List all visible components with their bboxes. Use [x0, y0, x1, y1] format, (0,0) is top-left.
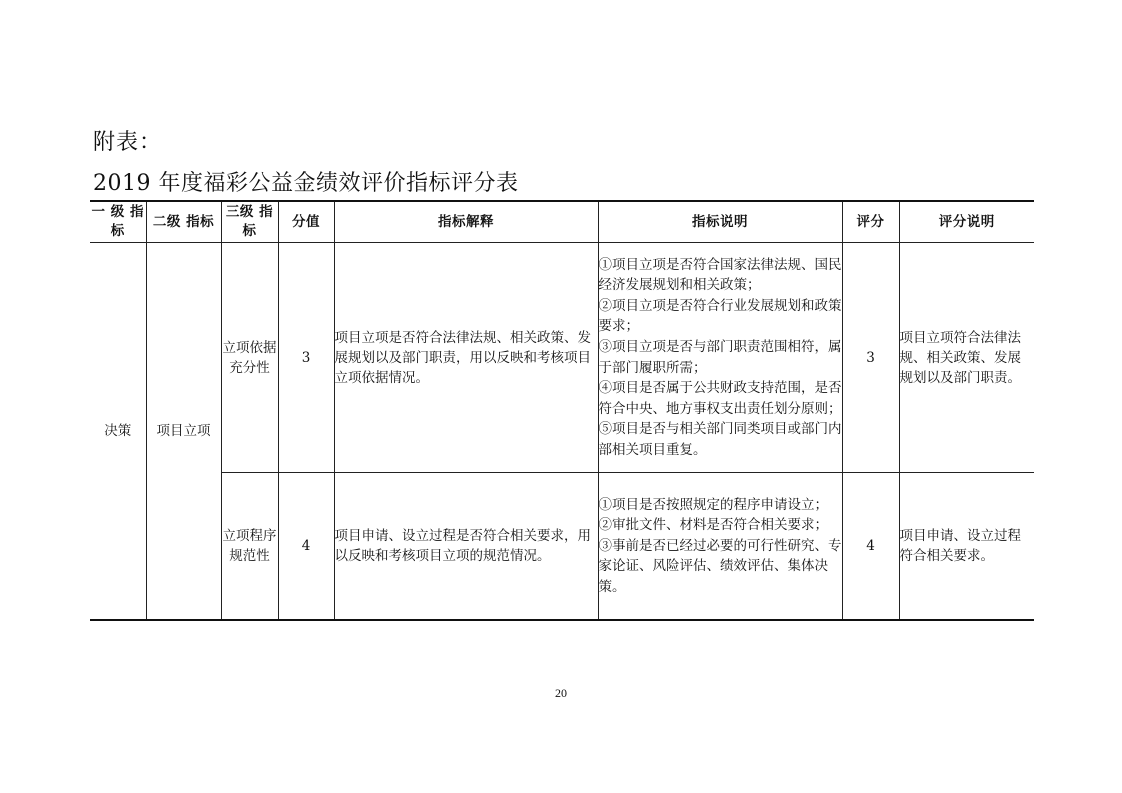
explanation-cell: 项目立项是否符合法律法规、相关政策、发展规划以及部门职责，用以反映和考核项目立项依据情况。: [334, 243, 598, 473]
description-item: ②项目立项是否符合行业发展规划和政策要求；: [598, 297, 842, 335]
level1-cell: 决策: [90, 243, 146, 621]
rating-note-cell: 项目立项符合法律法规、相关政策、发展规划以及部门职责。: [899, 243, 1034, 473]
description-item: ③项目立项是否与部门职责范围相符，属于部门履职所需；: [598, 338, 842, 376]
rating-note-cell: 项目申请、设立过程符合相关要求。: [899, 473, 1034, 621]
header-score-value: 分值: [278, 201, 334, 243]
document-title: 2019 年度福彩公益金绩效评价指标评分表: [93, 171, 519, 196]
description-item: ③事前是否已经过必要的可行性研究、专家论证、风险评估、绩效评估、集体决策。: [598, 537, 842, 595]
evaluation-score-table: [90, 200, 1034, 621]
page-number: 20: [555, 686, 567, 700]
score-value-cell: 4: [278, 473, 334, 621]
header-level1: 一 级 指标: [90, 201, 146, 243]
explanation-cell: 项目申请、设立过程是否符合相关要求，用以反映和考核项目立项的规范情况。: [334, 473, 598, 621]
level2-cell: 项目立项: [146, 243, 221, 621]
rating-cell: 3: [842, 243, 899, 473]
header-level2: 二级 指标: [146, 201, 221, 243]
table-row: [90, 243, 1034, 473]
rating-cell: 4: [842, 473, 899, 621]
level3-cell: 立项依据充分性: [221, 243, 278, 473]
description-cell: [598, 473, 842, 621]
description-item: ②审批文件、材料是否符合相关要求；: [598, 517, 828, 534]
header-rating-note: 评分说明: [899, 201, 1034, 243]
description-cell: [598, 243, 842, 473]
table-row: [90, 473, 1034, 621]
level3-cell: 立项程序规范性: [221, 473, 278, 621]
header-rating: 评分: [842, 201, 899, 243]
header-level3: 三级 指标: [221, 201, 278, 243]
description-item: ⑤项目是否与相关部门同类项目或部门内部相关项目重复。: [598, 421, 842, 458]
header-indicator-description: 指标说明: [598, 201, 842, 243]
header-indicator-explanation: 指标解释: [334, 201, 598, 243]
description-item: ④项目是否属于公共财政支持范围，是否符合中央、地方事权支出责任划分原则；: [598, 380, 842, 417]
score-value-cell: 3: [278, 243, 334, 473]
description-item: ①项目立项是否符合国家法律法规、国民经济发展规划和相关政策；: [598, 256, 842, 294]
table-header-row: [90, 201, 1034, 243]
description-item: ①项目是否按照规定的程序申请设立；: [598, 496, 828, 513]
appendix-label: 附表：: [93, 130, 163, 155]
